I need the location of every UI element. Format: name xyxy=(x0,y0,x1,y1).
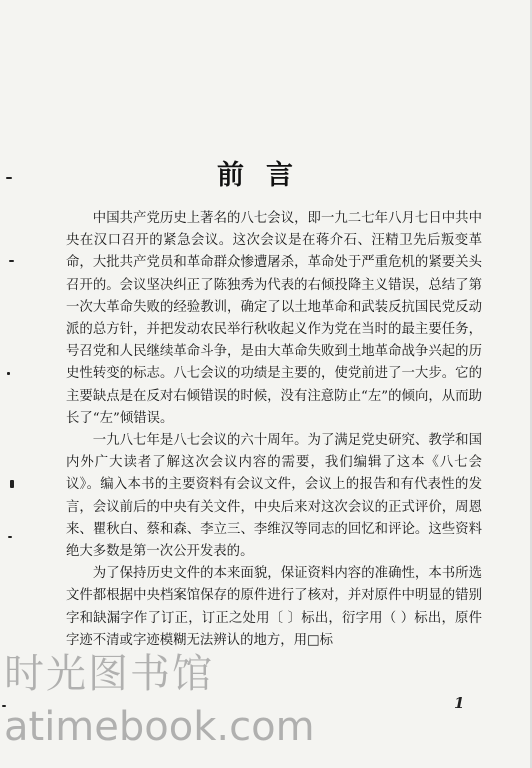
page-title: 前言 xyxy=(217,160,315,191)
margin-mark xyxy=(9,260,14,262)
body-text xyxy=(66,208,482,652)
watermark-chinese: 时光图书馆 xyxy=(4,651,214,697)
paragraph-1: 中国共产党历史上著名的八七会议，即一九二七年八月七日中共中央在汉口召开的紧急会议。这次会议是在蒋介石、汪精卫先后叛变革命，大批共产党员和革命群众惨遭屠杀，革命处于严重危机的紧要关头召开的。会议坚决纠正了陈独秀为代表的右倾投降主义错误，总结了第一次大革命失败的经验教训，确定了以土地革命和武装反抗国民党反动派的总方针，并把发动农民举行秋收起义作为党在当时的最主要任务，号召党和人民继续革命斗争，是由大革命失败到土地革命战争兴起的历史性转变的标志。八七会议的功绩是主要的，使党前进了一大步。它的主要缺点是在反对右倾错误的时候，没有注意防止“左”的倾向，从而助长了“左”倾错误。 xyxy=(66,211,482,426)
paragraph-3: 为了保持历史文件的本来面貌，保证资料内容的准确性，本书所选文件都根据中央档案馆保存的原件进行了核对，并对原件中明显的错别字和缺漏字作了订正，订正之处用〔 〕标出，衍字用（ ）标出，原件字迹不清或字迹模糊无法辨认的地方，用□标 xyxy=(66,566,482,648)
margin-mark xyxy=(7,372,10,375)
margin-mark xyxy=(10,480,14,488)
paragraph-2: 一九八七年是八七会议的六十周年。为了满足党史研究、教学和国内外广大读者了解这次会议内容的需要，我们编辑了这本《八七会议》。编入本书的主要资料有会议文件，会议上的报告和有代表性的发言，会议前后的中央有关文件，中央后来对这次会议的正式评价，周恩来、瞿秋白、蔡和森、李立三、李维汉等同志的回忆和评论。这些资料绝大多数是第一次公开发表的。 xyxy=(66,433,482,560)
margin-mark xyxy=(8,536,12,538)
page-number: 1 xyxy=(454,694,465,712)
watermark-url: atimebook.com xyxy=(4,704,315,750)
